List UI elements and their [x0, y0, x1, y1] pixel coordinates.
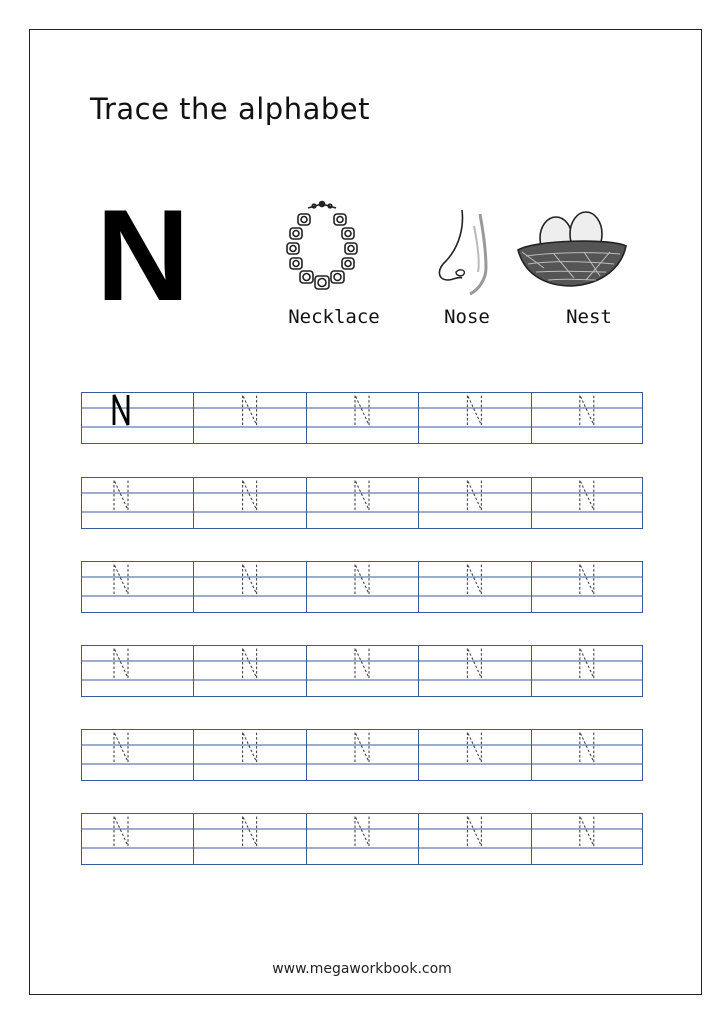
tracing-row-lines [81, 729, 644, 782]
trace-letter[interactable] [580, 816, 594, 846]
picture-label-nose: Nose [444, 306, 490, 328]
tracing-row [81, 813, 643, 865]
trace-letter[interactable] [114, 816, 128, 846]
trace-letter[interactable] [355, 480, 369, 510]
trace-letter[interactable] [580, 480, 594, 510]
example-letter [114, 395, 128, 425]
tracing-row-lines [81, 645, 644, 698]
tracing-row [81, 477, 643, 529]
trace-letter[interactable] [580, 648, 594, 678]
trace-letter[interactable] [114, 732, 128, 762]
trace-letter[interactable] [467, 732, 481, 762]
trace-letter[interactable] [114, 564, 128, 594]
trace-letter[interactable] [355, 648, 369, 678]
trace-letter[interactable] [355, 564, 369, 594]
trace-letter[interactable] [243, 564, 257, 594]
worksheet-title: Trace the alphabet [90, 92, 370, 126]
trace-letter[interactable] [467, 395, 481, 425]
trace-letter[interactable] [467, 648, 481, 678]
trace-letter[interactable] [580, 395, 594, 425]
trace-letter[interactable] [243, 480, 257, 510]
trace-letter[interactable] [355, 732, 369, 762]
picture-label-nest: Nest [566, 306, 612, 328]
footer-website: www.megaworkbook.com [272, 961, 452, 977]
trace-letter[interactable] [114, 480, 128, 510]
tracing-row [81, 392, 643, 444]
trace-letter[interactable] [467, 816, 481, 846]
featured-letter: N [96, 182, 190, 328]
trace-letter[interactable] [580, 564, 594, 594]
trace-letter[interactable] [467, 480, 481, 510]
trace-letter[interactable] [355, 816, 369, 846]
tracing-row-lines [81, 392, 644, 445]
trace-letter[interactable] [243, 732, 257, 762]
trace-letter[interactable] [114, 648, 128, 678]
trace-letter[interactable] [243, 816, 257, 846]
tracing-row [81, 645, 643, 697]
trace-letter[interactable] [243, 648, 257, 678]
picture-label-necklace: Necklace [288, 306, 380, 328]
nest-icon [514, 206, 630, 292]
trace-letter[interactable] [467, 564, 481, 594]
tracing-row-lines [81, 561, 644, 614]
necklace-icon [282, 198, 362, 298]
tracing-row-lines [81, 477, 644, 530]
trace-letter[interactable] [580, 732, 594, 762]
trace-letter[interactable] [243, 395, 257, 425]
tracing-row [81, 561, 643, 613]
tracing-row-lines [81, 813, 644, 866]
nose-icon [434, 206, 494, 296]
trace-letter[interactable] [355, 395, 369, 425]
tracing-row [81, 729, 643, 781]
